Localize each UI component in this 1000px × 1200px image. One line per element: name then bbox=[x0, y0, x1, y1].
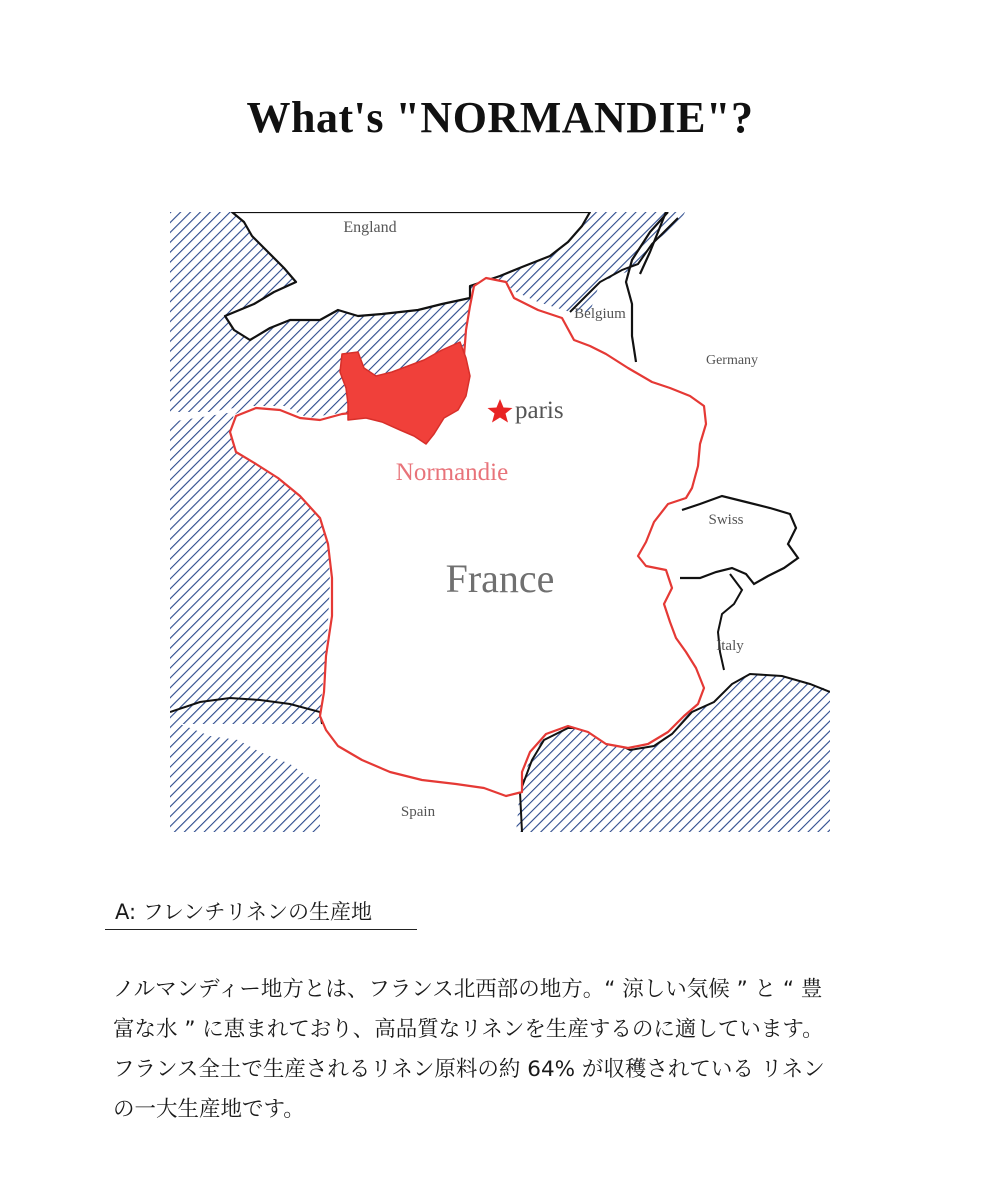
page-title: What's "NORMANDIE"? bbox=[246, 93, 754, 142]
england-label: England bbox=[343, 219, 397, 236]
swiss-label: Swiss bbox=[708, 512, 744, 528]
map-svg bbox=[170, 212, 830, 832]
italy-label: Italy bbox=[716, 638, 744, 654]
normandie-label: Normandie bbox=[395, 459, 509, 486]
body-line: の一大生産地です。 bbox=[113, 1097, 305, 1122]
body-paragraph bbox=[113, 970, 903, 1130]
belgium-label: Belgium bbox=[574, 306, 626, 322]
body-line: フランス全土で生産されるリネン原料の約 64% が収穫されている リネン bbox=[113, 1057, 825, 1082]
germany-label: Germany bbox=[705, 353, 759, 368]
section-heading: A: フレンチリネンの生産地 bbox=[115, 900, 372, 924]
body-line: ノルマンディー地方とは、フランス北西部の地方。“ 涼しい気候 ” と “ 豊 bbox=[113, 977, 823, 1002]
france-label: France bbox=[445, 556, 555, 601]
spain-label: Spain bbox=[400, 804, 436, 820]
heading-underline bbox=[105, 929, 417, 930]
paris-label: paris bbox=[515, 397, 564, 424]
body-line: 富な水 ” に恵まれており、高品質なリネンを生産するのに適しています。 bbox=[113, 1017, 824, 1042]
france-map bbox=[170, 212, 830, 832]
